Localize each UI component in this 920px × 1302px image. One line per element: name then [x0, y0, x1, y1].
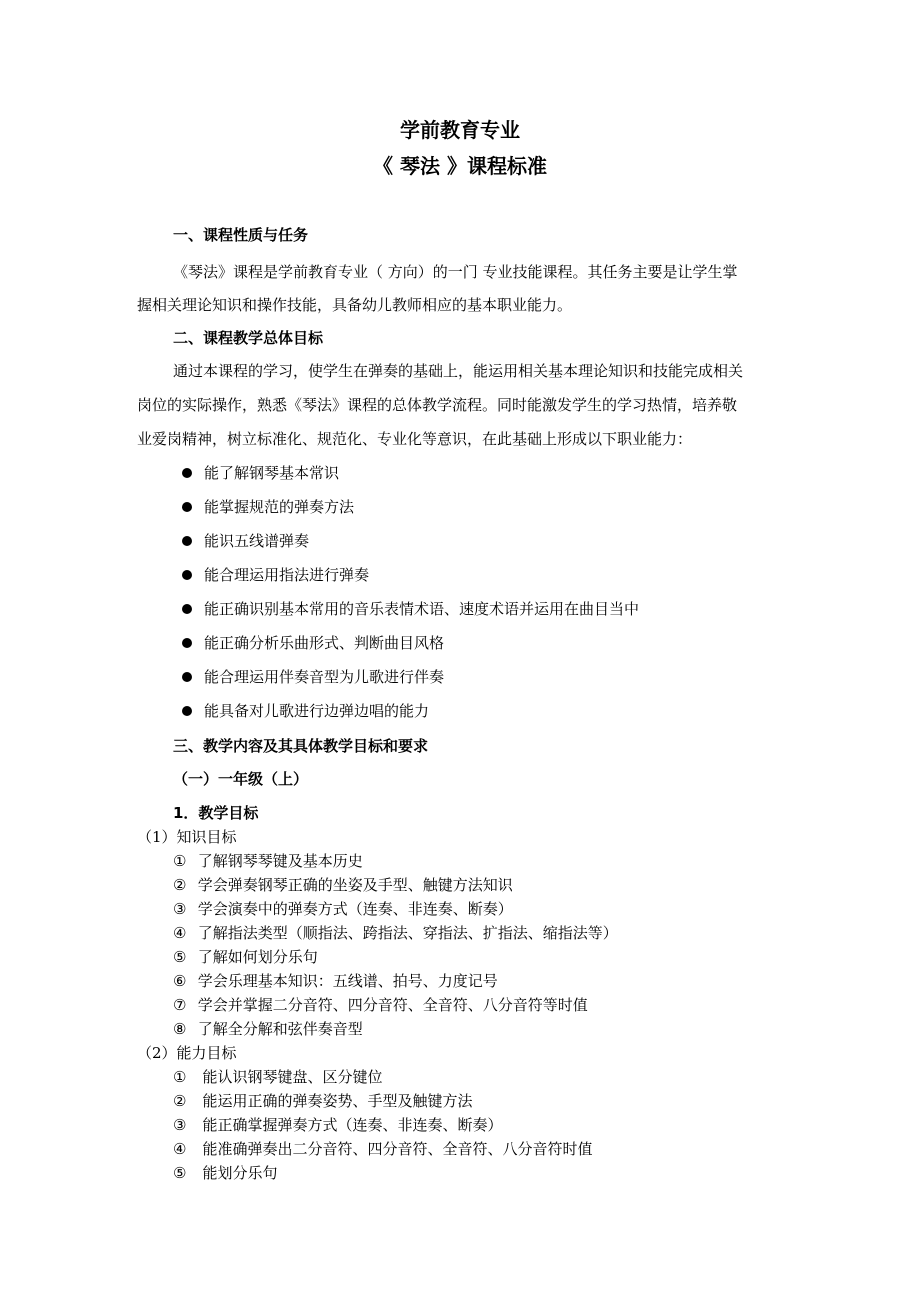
list-item: 能掌握规范的弹奏方法: [204, 498, 355, 516]
section-heading-2: 二、课程教学总体目标: [173, 329, 324, 347]
list-item: [173, 851, 363, 871]
list-item: [173, 995, 588, 1015]
item-number: ②: [173, 1092, 187, 1110]
document-subtitle: 《 琴法 》课程标准: [373, 154, 547, 178]
section-heading-1: 一、课程性质与任务: [173, 226, 309, 244]
bullet-icon: [182, 502, 192, 512]
paragraph-line: 握相关理论知识和操作技能，具备幼儿教师相应的基本职业能力。: [137, 296, 573, 314]
item-number: ③: [173, 1116, 187, 1134]
item-text: 学会并掌握二分音符、四分音符、全音符、八分音符等时值: [197, 996, 588, 1014]
item-number: ②: [173, 876, 187, 894]
item-number: ①: [173, 852, 187, 870]
item-number: ④: [173, 1140, 187, 1158]
paragraph-line: 业爱岗精神，树立标准化、规范化、专业化等意识，在此基础上形成以下职业能力：: [137, 430, 693, 448]
item-text: 能正确掌握弹奏方式（连奏、非连奏、断奏）: [202, 1116, 503, 1134]
item-number: ③: [173, 900, 187, 918]
bullet-icon: [182, 604, 192, 614]
list-item: [173, 1139, 593, 1159]
bullet-icon: [182, 570, 192, 580]
item-number: ⑧: [173, 1020, 187, 1038]
list-item: [173, 1019, 363, 1039]
item-text: 能划分乐句: [202, 1164, 278, 1182]
section-heading-3: 三、教学内容及其具体教学目标和要求: [173, 737, 429, 755]
list-item: 能合理运用指法进行弹奏: [204, 566, 370, 584]
list-item: [173, 971, 498, 991]
list-item: 能了解钢琴基本常识: [204, 464, 340, 482]
paragraph-line: 岗位的实际操作，熟悉《琴法》课程的总体教学流程。同时能激发学生的学习热情，培养敬: [137, 396, 738, 414]
list-item: [173, 923, 618, 943]
document-title: 学前教育专业: [400, 118, 520, 142]
item-text: 了解全分解和弦伴奏音型: [197, 1020, 363, 1038]
subsection-heading: （一）一年级（上）: [173, 770, 309, 788]
item-text: 了解钢琴琴键及基本历史: [197, 852, 363, 870]
item-number: ①: [173, 1068, 187, 1086]
item-text: 能准确弹奏出二分音符、四分音符、全音符、八分音符时值: [202, 1140, 593, 1158]
list-item: [173, 947, 318, 967]
item-text: 学会乐理基本知识：五线谱、拍号、力度记号: [197, 972, 498, 990]
bullet-icon: [182, 536, 192, 546]
bullet-icon: [182, 638, 192, 648]
item-number: ⑥: [173, 972, 187, 990]
list-item: [173, 899, 513, 919]
item-number: ⑤: [173, 1164, 187, 1182]
bullet-icon: [182, 672, 192, 682]
item-text: 了解指法类型（顺指法、跨指法、穿指法、扩指法、缩指法等）: [197, 924, 618, 942]
list-item: 能正确分析乐曲形式、判断曲目风格: [204, 634, 445, 652]
paragraph-line: 《琴法》课程是学前教育专业（ 方向）的一门 专业技能课程。其任务主要是让学生掌: [173, 263, 738, 281]
item-number: ⑤: [173, 948, 187, 966]
list-item: 能合理运用伴奏音型为儿歌进行伴奏: [204, 668, 445, 686]
list-item: 能识五线谱弹奏: [204, 532, 310, 550]
list-item: [173, 1067, 383, 1087]
item-text: 能认识钢琴键盘、区分键位: [202, 1068, 383, 1086]
bullet-icon: [182, 468, 192, 478]
item-text: 学会弹奏钢琴正确的坐姿及手型、触键方法知识: [197, 876, 513, 894]
subsection-heading: 1．教学目标: [173, 804, 259, 822]
bullet-icon: [182, 706, 192, 716]
list-item: [173, 1091, 473, 1111]
item-text: 能运用正确的弹奏姿势、手型及触键方法: [202, 1092, 473, 1110]
item-number: ⑦: [173, 996, 187, 1014]
item-text: 了解如何划分乐句: [197, 948, 318, 966]
list-item: [173, 875, 513, 895]
list-item: [173, 1115, 503, 1135]
knowledge-goals-heading: （1）知识目标: [137, 828, 237, 846]
item-text: 学会演奏中的弹奏方式（连奏、非连奏、断奏）: [197, 900, 513, 918]
paragraph-line: 通过本课程的学习，使学生在弹奏的基础上，能运用相关基本理论知识和技能完成相关: [173, 362, 744, 380]
item-number: ④: [173, 924, 187, 942]
list-item: 能正确识别基本常用的音乐表情术语、速度术语并运用在曲目当中: [204, 600, 640, 618]
list-item: 能具备对儿歌进行边弹边唱的能力: [204, 702, 430, 720]
ability-goals-heading: （2）能力目标: [137, 1044, 237, 1062]
list-item: [173, 1163, 278, 1183]
